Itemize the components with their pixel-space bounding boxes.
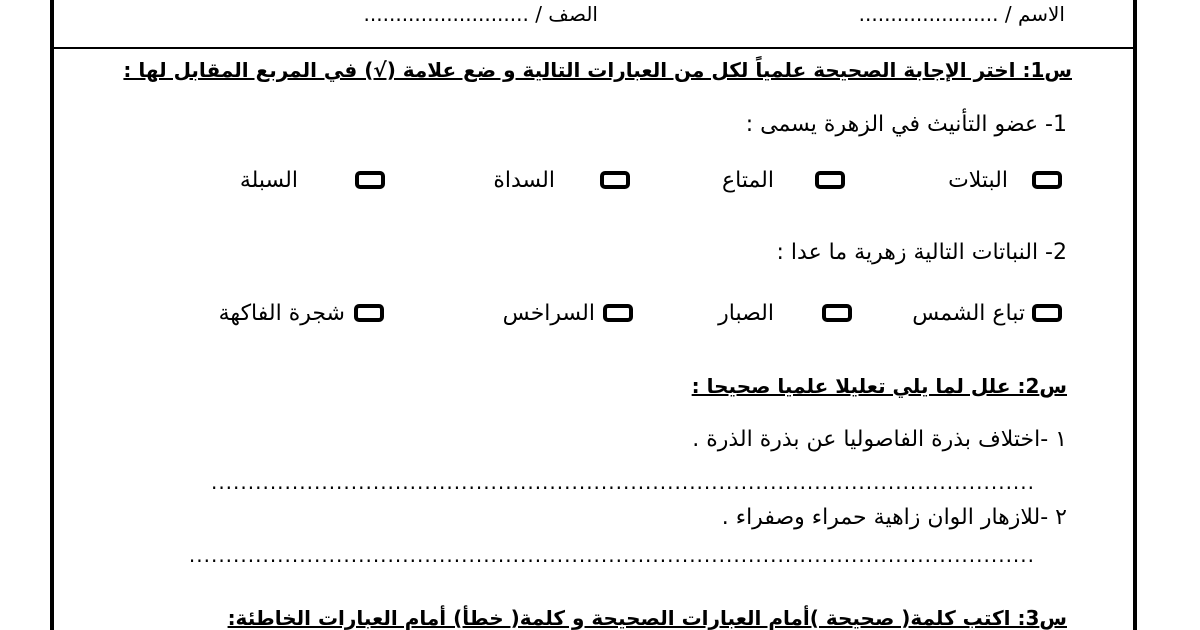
q1-item-2-option-2-checkbox[interactable]: [822, 304, 852, 322]
q1-item-2-option-1-checkbox[interactable]: [1032, 304, 1062, 322]
q1-item-1-option-3-label: السداة: [493, 168, 555, 193]
question-3-title: س3: اكتب كلمة( صحيحة )أمام العبارات الصحيحة و كلمة( خطأ) أمام العبارات الخاطئة:: [227, 606, 1067, 630]
q1-item-1-option-4-checkbox[interactable]: [355, 171, 385, 189]
q1-item-1-option-1-checkbox[interactable]: [1032, 171, 1062, 189]
student-name-field[interactable]: الاسم / ......................: [858, 2, 1065, 26]
q1-item-2-text: 2- النباتات التالية زهرية ما عدا :: [776, 240, 1067, 265]
q1-item-1-text: 1- عضو التأنيث في الزهرة يسمى :: [745, 112, 1067, 137]
q1-item-2-option-4-checkbox[interactable]: [354, 304, 384, 322]
q1-item-2-option-2-label: الصبار: [718, 301, 774, 326]
q1-item-1-option-3-checkbox[interactable]: [600, 171, 630, 189]
q1-item-1-option-4-label: السبلة: [239, 168, 298, 193]
student-class-field[interactable]: الصف / ..........................: [363, 2, 598, 26]
q1-item-2-option-1-label: تباع الشمس: [912, 301, 1025, 326]
page-border-left: [50, 0, 54, 630]
q1-item-1-option-2-checkbox[interactable]: [815, 171, 845, 189]
q2-item-1-text: ١ -اختلاف بذرة الفاصوليا عن بذرة الذرة .: [692, 427, 1067, 452]
question-2-title: س2: علل لما يلي تعليلا علميا صحيحا :: [691, 374, 1067, 398]
q2-item-1-answer-line[interactable]: ................................................................................................................: [210, 470, 1035, 494]
q1-item-1-option-1-label: البتلات: [948, 168, 1008, 193]
q2-item-2-text: ٢ -للازهار الوان زاهية حمراء وصفراء .: [721, 505, 1067, 530]
header-divider: [50, 47, 1137, 49]
question-1-title: س1: اختر الإجابة الصحيحة علمياً لكل من العبارات التالية و ضع علامة (√) في المربع المقابل لها :: [123, 58, 1072, 82]
q2-item-2-answer-line[interactable]: ...................................................................................................................: [188, 543, 1035, 567]
q1-item-2-option-4-label: شجرة الفاكهة: [218, 301, 345, 326]
q1-item-2-option-3-checkbox[interactable]: [603, 304, 633, 322]
q1-item-2-option-3-label: السراخس: [502, 301, 595, 326]
q1-item-1-option-2-label: المتاع: [721, 168, 774, 193]
page-border-right: [1133, 0, 1137, 630]
